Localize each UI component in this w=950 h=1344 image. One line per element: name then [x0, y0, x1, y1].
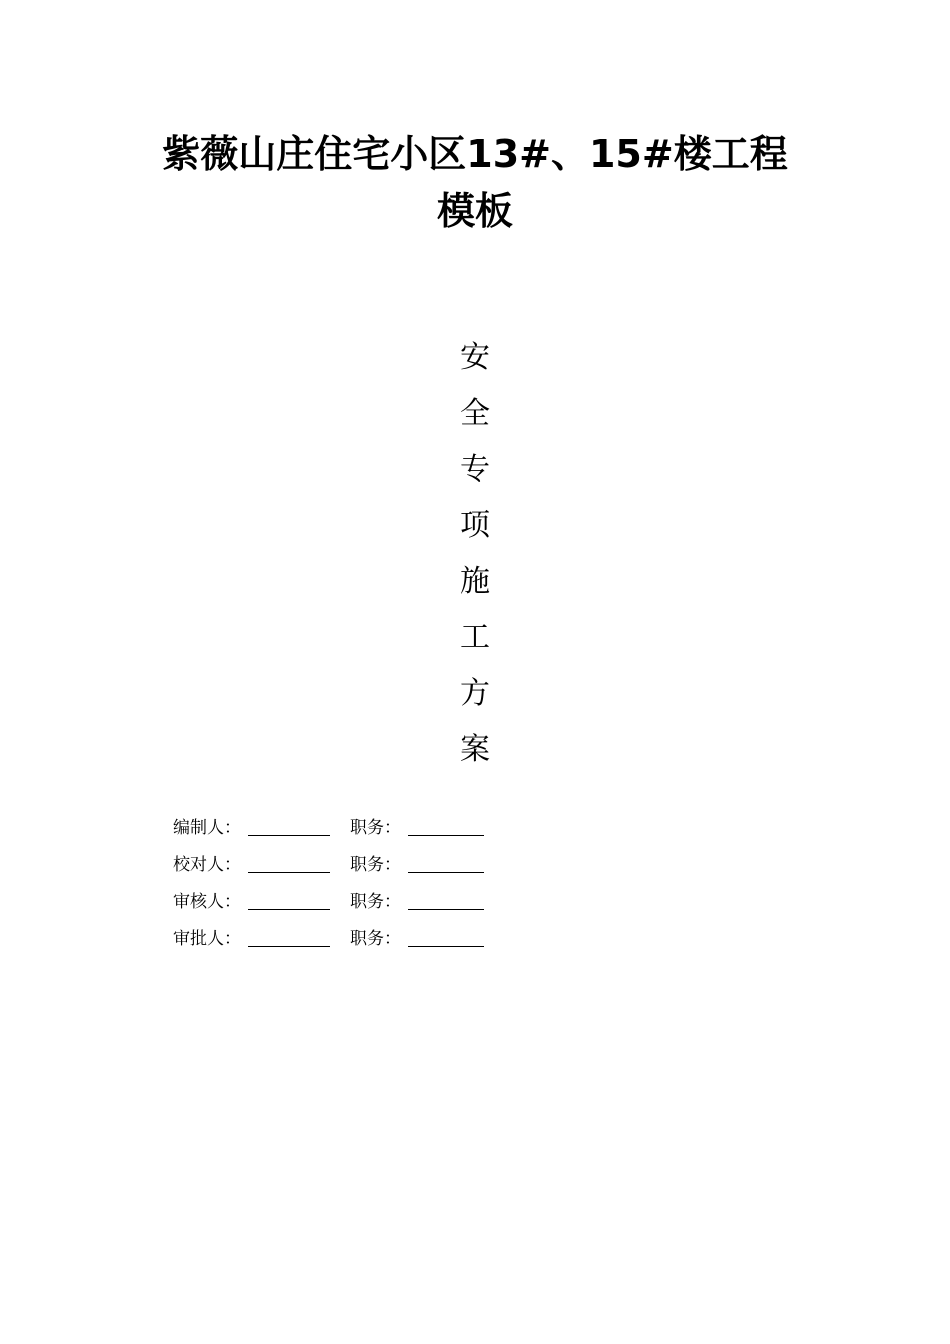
duty-label: 职务： [350, 892, 401, 912]
duty-label: 职务： [350, 818, 401, 838]
role-label: 编制人： [173, 818, 241, 838]
duty-label: 职务： [350, 855, 401, 875]
signoff-row-reviewer [173, 881, 593, 918]
document-title-line2: 模板 [436, 189, 513, 233]
name-blank-line [248, 815, 330, 836]
signoff-row-author [173, 807, 593, 844]
subtitle-char: 施 [460, 564, 490, 599]
subtitle-char: 案 [460, 732, 490, 767]
signoff-row-approver [173, 918, 593, 955]
duty-blank-line [408, 926, 484, 947]
signoff-block [173, 807, 593, 955]
subtitle-char: 项 [460, 508, 490, 543]
duty-label: 职务： [350, 929, 401, 949]
subtitle-char: 方 [460, 676, 490, 711]
document-title-line1: 紫薇山庄住宅小区13#、15#楼工程 [162, 132, 788, 176]
name-blank-line [248, 926, 330, 947]
subtitle-char: 全 [460, 396, 490, 431]
subtitle-char: 工 [460, 620, 490, 655]
role-label: 校对人： [173, 855, 241, 875]
role-label: 审核人： [173, 892, 241, 912]
subtitle-char: 专 [460, 452, 490, 487]
duty-blank-line [408, 815, 484, 836]
duty-blank-line [408, 889, 484, 910]
duty-blank-line [408, 852, 484, 873]
vertical-subtitle [0, 330, 950, 778]
subtitle-char: 安 [460, 340, 490, 375]
role-label: 审批人： [173, 929, 241, 949]
name-blank-line [248, 889, 330, 910]
signoff-row-proofreader [173, 844, 593, 881]
name-blank-line [248, 852, 330, 873]
